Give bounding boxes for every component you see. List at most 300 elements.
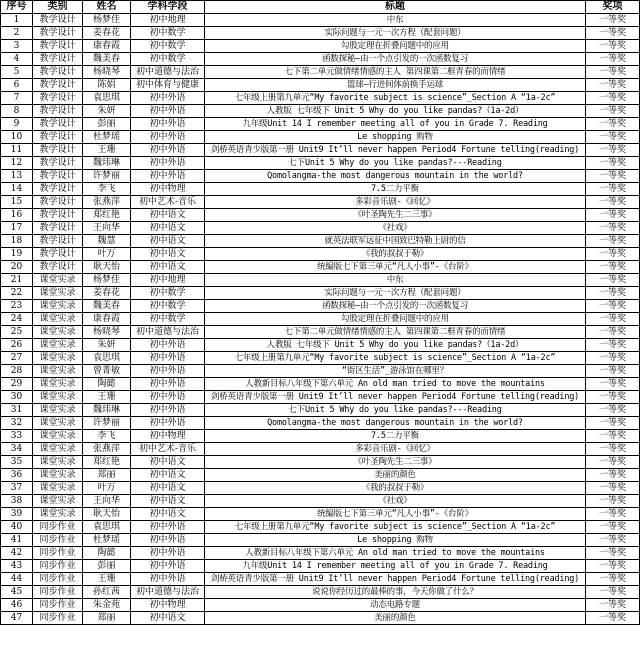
table-row	[1, 612, 640, 625]
cell-title: 七年级上册第九单元“My favorite subject is science”_Section A “1a-2c”	[205, 352, 586, 365]
cell-category: 课堂实录	[33, 339, 83, 352]
cell-title: 人教新目标八年级下第六单元 An old man tried to move the mountains	[205, 378, 586, 391]
cell-index: 2	[1, 27, 33, 40]
cell-subject: 初中数学	[131, 53, 205, 66]
table-row	[1, 105, 640, 118]
cell-index: 7	[1, 92, 33, 105]
cell-name: 袁思琪	[83, 521, 131, 534]
cell-category: 课堂实录	[33, 417, 83, 430]
cell-name: 魏玮琳	[83, 157, 131, 170]
cell-award: 一等奖	[586, 222, 640, 235]
cell-subject: 初中物理	[131, 599, 205, 612]
table-row	[1, 339, 640, 352]
cell-index: 23	[1, 300, 33, 313]
cell-name: 杨梦佳	[83, 14, 131, 27]
cell-name: 袁思琪	[83, 352, 131, 365]
cell-subject: 初中道德与法治	[131, 66, 205, 79]
cell-title: Le shopping 购物	[205, 534, 586, 547]
cell-category: 课堂实录	[33, 274, 83, 287]
cell-category: 教学设计	[33, 131, 83, 144]
cell-index: 12	[1, 157, 33, 170]
cell-subject: 初中外语	[131, 92, 205, 105]
cell-subject: 初中语文	[131, 495, 205, 508]
cell-subject: 初中外语	[131, 131, 205, 144]
cell-index: 31	[1, 404, 33, 417]
table-row	[1, 53, 640, 66]
cell-name: 袁思琪	[83, 92, 131, 105]
cell-title: 《叶圣陶先生二三事》	[205, 456, 586, 469]
cell-title: 7.5二力平衡	[205, 430, 586, 443]
cell-subject: 初中道德与法治	[131, 326, 205, 339]
cell-category: 课堂实录	[33, 482, 83, 495]
cell-category: 教学设计	[33, 170, 83, 183]
cell-name: 王珊	[83, 144, 131, 157]
cell-title: 人教版 七年级下 Unit 5 Why do you like pandas?（1a-2d）	[205, 339, 586, 352]
table-row	[1, 391, 640, 404]
cell-category: 课堂实录	[33, 378, 83, 391]
cell-title: 说说你经历过的最棒的事，今天你做了什么？	[205, 586, 586, 599]
cell-name: 陶懿	[83, 547, 131, 560]
cell-award: 一等奖	[586, 53, 640, 66]
cell-index: 36	[1, 469, 33, 482]
cell-name: 许梦丽	[83, 417, 131, 430]
cell-award: 一等奖	[586, 144, 640, 157]
cell-award: 一等奖	[586, 287, 640, 300]
cell-name: 郑丽	[83, 612, 131, 625]
cell-title: 九年级Unit 14 I remember meeting all of you in Grade 7. Reading	[205, 560, 586, 573]
table-row	[1, 417, 640, 430]
table-row	[1, 170, 640, 183]
cell-name: 王向华	[83, 222, 131, 235]
table-row	[1, 14, 640, 27]
cell-award: 一等奖	[586, 404, 640, 417]
cell-category: 教学设计	[33, 40, 83, 53]
cell-category: 教学设计	[33, 118, 83, 131]
cell-index: 37	[1, 482, 33, 495]
table-row	[1, 27, 640, 40]
cell-name: 姜春花	[83, 27, 131, 40]
header-category: 类别	[33, 1, 83, 14]
header-title: 标题	[205, 1, 586, 14]
cell-category: 课堂实录	[33, 508, 83, 521]
cell-category: 课堂实录	[33, 430, 83, 443]
cell-subject: 初中语文	[131, 482, 205, 495]
cell-category: 课堂实录	[33, 300, 83, 313]
cell-index: 6	[1, 79, 33, 92]
cell-index: 17	[1, 222, 33, 235]
cell-subject: 初中语文	[131, 222, 205, 235]
cell-category: 教学设计	[33, 105, 83, 118]
table-row	[1, 534, 640, 547]
cell-subject: 初中数学	[131, 300, 205, 313]
cell-title: 剑桥英语青少版第一册 Unit9 It’ll never happen Period4 Fortune telling(reading)	[205, 144, 586, 157]
cell-category: 同步作业	[33, 534, 83, 547]
cell-name: 朱妍	[83, 105, 131, 118]
cell-index: 34	[1, 443, 33, 456]
cell-category: 教学设计	[33, 235, 83, 248]
cell-title: 《我的叔叔于勒》	[205, 248, 586, 261]
cell-index: 8	[1, 105, 33, 118]
table-row	[1, 378, 640, 391]
cell-title: 7.5二力平衡	[205, 183, 586, 196]
cell-category: 教学设计	[33, 222, 83, 235]
cell-award: 一等奖	[586, 573, 640, 586]
cell-name: 叶万	[83, 248, 131, 261]
cell-award: 一等奖	[586, 300, 640, 313]
cell-subject: 初中外语	[131, 365, 205, 378]
table-body	[1, 14, 640, 625]
cell-award: 一等奖	[586, 27, 640, 40]
table-row	[1, 40, 640, 53]
cell-category: 课堂实录	[33, 469, 83, 482]
cell-award: 一等奖	[586, 495, 640, 508]
table-row	[1, 79, 640, 92]
cell-category: 课堂实录	[33, 495, 83, 508]
table-row	[1, 521, 640, 534]
cell-award: 一等奖	[586, 547, 640, 560]
cell-award: 一等奖	[586, 14, 640, 27]
cell-title: 七年级上册第九单元“My favorite subject is science”_Section A “1a-2c”	[205, 521, 586, 534]
cell-title: Qomolangma-the most dangerous mountain in the world?	[205, 170, 586, 183]
cell-category: 教学设计	[33, 196, 83, 209]
cell-subject: 初中外语	[131, 170, 205, 183]
cell-subject: 初中外语	[131, 144, 205, 157]
cell-award: 一等奖	[586, 508, 640, 521]
table-row	[1, 66, 640, 79]
cell-index: 32	[1, 417, 33, 430]
cell-subject: 初中艺术-音乐	[131, 196, 205, 209]
cell-category: 课堂实录	[33, 456, 83, 469]
cell-subject: 初中语文	[131, 248, 205, 261]
table-row	[1, 118, 640, 131]
cell-award: 一等奖	[586, 157, 640, 170]
table-row	[1, 547, 640, 560]
cell-name: 魏慧	[83, 235, 131, 248]
cell-title: 统编版七下第三单元“凡人小事”-《台阶》	[205, 508, 586, 521]
cell-category: 同步作业	[33, 573, 83, 586]
table-row	[1, 144, 640, 157]
cell-subject: 初中语文	[131, 235, 205, 248]
cell-name: 郑丽	[83, 469, 131, 482]
cell-award: 一等奖	[586, 599, 640, 612]
cell-award: 一等奖	[586, 339, 640, 352]
cell-category: 教学设计	[33, 157, 83, 170]
cell-index: 33	[1, 430, 33, 443]
cell-award: 一等奖	[586, 79, 640, 92]
table-row	[1, 235, 640, 248]
cell-title: 勾股定理在折叠问题中的应用	[205, 313, 586, 326]
cell-index: 39	[1, 508, 33, 521]
cell-award: 一等奖	[586, 209, 640, 222]
cell-index: 22	[1, 287, 33, 300]
table-row	[1, 430, 640, 443]
cell-name: 陈娟	[83, 79, 131, 92]
table-row	[1, 274, 640, 287]
cell-index: 30	[1, 391, 33, 404]
table-row	[1, 261, 640, 274]
cell-category: 课堂实录	[33, 443, 83, 456]
cell-name: 郑红艳	[83, 209, 131, 222]
cell-category: 教学设计	[33, 261, 83, 274]
cell-subject: 初中外语	[131, 352, 205, 365]
cell-subject: 初中道德与法治	[131, 586, 205, 599]
cell-index: 4	[1, 53, 33, 66]
cell-award: 一等奖	[586, 365, 640, 378]
cell-subject: 初中外语	[131, 404, 205, 417]
cell-title: 人教版 七年级下 Unit 5 Why do you like pandas?（1a-2d）	[205, 105, 586, 118]
cell-subject: 初中数学	[131, 27, 205, 40]
cell-index: 20	[1, 261, 33, 274]
cell-title: Le shopping 购物	[205, 131, 586, 144]
cell-subject: 初中外语	[131, 417, 205, 430]
cell-index: 42	[1, 547, 33, 560]
cell-index: 26	[1, 339, 33, 352]
table-row	[1, 300, 640, 313]
table-row	[1, 157, 640, 170]
cell-award: 一等奖	[586, 612, 640, 625]
cell-award: 一等奖	[586, 417, 640, 430]
cell-subject: 初中外语	[131, 339, 205, 352]
cell-award: 一等奖	[586, 430, 640, 443]
cell-index: 21	[1, 274, 33, 287]
cell-index: 43	[1, 560, 33, 573]
cell-award: 一等奖	[586, 391, 640, 404]
cell-award: 一等奖	[586, 534, 640, 547]
table-row	[1, 599, 640, 612]
table-row	[1, 92, 640, 105]
cell-name: 康春霞	[83, 40, 131, 53]
cell-category: 教学设计	[33, 209, 83, 222]
header-subject: 学科学段	[131, 1, 205, 14]
cell-name: 朱金苑	[83, 599, 131, 612]
cell-name: 朱妍	[83, 339, 131, 352]
cell-category: 教学设计	[33, 53, 83, 66]
cell-name: 曾菁敏	[83, 365, 131, 378]
cell-category: 同步作业	[33, 612, 83, 625]
cell-subject: 初中体育与健康	[131, 79, 205, 92]
cell-title: “街区生活”_游泳馆在哪里？	[205, 365, 586, 378]
cell-title: 美丽的颜色	[205, 469, 586, 482]
cell-name: 姜春花	[83, 287, 131, 300]
cell-subject: 初中语文	[131, 612, 205, 625]
cell-subject: 初中语文	[131, 261, 205, 274]
cell-title: 《社戏》	[205, 222, 586, 235]
cell-award: 一等奖	[586, 66, 640, 79]
cell-name: 康春霞	[83, 313, 131, 326]
cell-subject: 初中物理	[131, 183, 205, 196]
header-name: 姓名	[83, 1, 131, 14]
cell-subject: 初中艺术-音乐	[131, 443, 205, 456]
cell-name: 魏美春	[83, 53, 131, 66]
cell-award: 一等奖	[586, 482, 640, 495]
cell-award: 一等奖	[586, 170, 640, 183]
table-row	[1, 508, 640, 521]
cell-award: 一等奖	[586, 326, 640, 339]
table-row	[1, 573, 640, 586]
cell-name: 杨梦佳	[83, 274, 131, 287]
table-row	[1, 404, 640, 417]
cell-award: 一等奖	[586, 586, 640, 599]
cell-title: 篮球—行进间体前换手运球	[205, 79, 586, 92]
cell-subject: 初中语文	[131, 508, 205, 521]
table-row	[1, 209, 640, 222]
table-row	[1, 287, 640, 300]
cell-title: 美丽的颜色	[205, 612, 586, 625]
cell-subject: 初中外语	[131, 521, 205, 534]
cell-title: 实际问题与一元一次方程（配套问题）	[205, 27, 586, 40]
cell-award: 一等奖	[586, 248, 640, 261]
cell-name: 叶万	[83, 482, 131, 495]
cell-category: 课堂实录	[33, 287, 83, 300]
cell-name: 陶懿	[83, 378, 131, 391]
table-row	[1, 482, 640, 495]
table-row	[1, 469, 640, 482]
cell-subject: 初中语文	[131, 209, 205, 222]
cell-award: 一等奖	[586, 235, 640, 248]
cell-index: 11	[1, 144, 33, 157]
cell-name: 郑红艳	[83, 456, 131, 469]
cell-index: 29	[1, 378, 33, 391]
cell-category: 教学设计	[33, 183, 83, 196]
cell-title: 中东	[205, 14, 586, 27]
cell-index: 24	[1, 313, 33, 326]
cell-award: 一等奖	[586, 313, 640, 326]
cell-title: 七年级上册第九单元“My favorite subject is science”_Section A “1a-2c”	[205, 92, 586, 105]
cell-subject: 初中数学	[131, 40, 205, 53]
header-index: 序号	[1, 1, 33, 14]
cell-title: 多彩音乐剧-《回忆》	[205, 443, 586, 456]
cell-index: 46	[1, 599, 33, 612]
cell-name: 杜梦瑶	[83, 131, 131, 144]
cell-title: 《叶圣陶先生二三事》	[205, 209, 586, 222]
table-row	[1, 222, 640, 235]
cell-index: 41	[1, 534, 33, 547]
table-row	[1, 456, 640, 469]
cell-category: 课堂实录	[33, 352, 83, 365]
cell-award: 一等奖	[586, 521, 640, 534]
table-row	[1, 196, 640, 209]
cell-index: 5	[1, 66, 33, 79]
cell-title: 动态电路专题	[205, 599, 586, 612]
cell-title: 统编版七下第三单元“凡人小事”-《台阶》	[205, 261, 586, 274]
cell-name: 李飞	[83, 430, 131, 443]
cell-name: 耿天怡	[83, 508, 131, 521]
cell-category: 教学设计	[33, 79, 83, 92]
cell-title: 剑桥英语青少版第一册 Unit9 It’ll never happen Period4 Fortune telling(reading)	[205, 391, 586, 404]
cell-award: 一等奖	[586, 92, 640, 105]
cell-category: 课堂实录	[33, 391, 83, 404]
cell-name: 魏美春	[83, 300, 131, 313]
cell-title: 实际问题与一元一次方程（配套问题）	[205, 287, 586, 300]
cell-category: 教学设计	[33, 144, 83, 157]
cell-name: 彭丽	[83, 560, 131, 573]
cell-index: 18	[1, 235, 33, 248]
cell-category: 同步作业	[33, 560, 83, 573]
header-row	[1, 1, 640, 14]
cell-category: 教学设计	[33, 27, 83, 40]
cell-title: 七下第二单元做情绪情感的主人 第四课第二框青春的而情绪	[205, 66, 586, 79]
cell-name: 杜梦瑶	[83, 534, 131, 547]
cell-subject: 初中数学	[131, 313, 205, 326]
cell-subject: 初中数学	[131, 287, 205, 300]
cell-index: 3	[1, 40, 33, 53]
cell-index: 47	[1, 612, 33, 625]
table-row	[1, 352, 640, 365]
cell-title: 人教新目标八年级下第六单元 An old man tried to move the mountains	[205, 547, 586, 560]
cell-index: 28	[1, 365, 33, 378]
cell-category: 课堂实录	[33, 404, 83, 417]
cell-subject: 初中物理	[131, 430, 205, 443]
cell-name: 张燕萍	[83, 196, 131, 209]
cell-index: 25	[1, 326, 33, 339]
cell-subject: 初中外语	[131, 534, 205, 547]
cell-index: 40	[1, 521, 33, 534]
table-row	[1, 183, 640, 196]
cell-title: 就英法联军远征中国致巴特勒上尉的信	[205, 235, 586, 248]
cell-subject: 初中语文	[131, 456, 205, 469]
cell-category: 同步作业	[33, 599, 83, 612]
cell-award: 一等奖	[586, 378, 640, 391]
cell-award: 一等奖	[586, 183, 640, 196]
cell-name: 李飞	[83, 183, 131, 196]
cell-category: 课堂实录	[33, 326, 83, 339]
cell-index: 27	[1, 352, 33, 365]
cell-category: 同步作业	[33, 547, 83, 560]
cell-award: 一等奖	[586, 560, 640, 573]
cell-name: 孙红茜	[83, 586, 131, 599]
cell-subject: 初中外语	[131, 560, 205, 573]
cell-name: 王向华	[83, 495, 131, 508]
cell-title: Qomolangma-the most dangerous mountain in the world?	[205, 417, 586, 430]
cell-index: 9	[1, 118, 33, 131]
cell-title: 勾股定理在折叠问题中的应用	[205, 40, 586, 53]
cell-award: 一等奖	[586, 131, 640, 144]
cell-subject: 初中语文	[131, 469, 205, 482]
cell-name: 张燕萍	[83, 443, 131, 456]
cell-name: 杨晓琴	[83, 326, 131, 339]
cell-category: 教学设计	[33, 92, 83, 105]
table-row	[1, 560, 640, 573]
cell-title: 剑桥英语青少版第一册 Unit9 It’ll never happen Period4 Fortune telling(reading)	[205, 573, 586, 586]
cell-index: 44	[1, 573, 33, 586]
table-row	[1, 131, 640, 144]
cell-index: 1	[1, 14, 33, 27]
cell-award: 一等奖	[586, 443, 640, 456]
cell-index: 19	[1, 248, 33, 261]
cell-name: 杨晓琴	[83, 66, 131, 79]
cell-title: 函数探秘—由一个点引发的一次函数复习	[205, 300, 586, 313]
cell-name: 耿天怡	[83, 261, 131, 274]
cell-category: 课堂实录	[33, 365, 83, 378]
cell-title: 九年级Unit 14 I remember meeting all of you in Grade 7. Reading	[205, 118, 586, 131]
cell-index: 38	[1, 495, 33, 508]
cell-category: 课堂实录	[33, 313, 83, 326]
table-row	[1, 248, 640, 261]
cell-category: 同步作业	[33, 586, 83, 599]
cell-award: 一等奖	[586, 274, 640, 287]
cell-name: 许梦丽	[83, 170, 131, 183]
cell-subject: 初中外语	[131, 157, 205, 170]
cell-index: 45	[1, 586, 33, 599]
cell-title: 《社戏》	[205, 495, 586, 508]
cell-subject: 初中外语	[131, 118, 205, 131]
cell-subject: 初中外语	[131, 378, 205, 391]
cell-category: 同步作业	[33, 521, 83, 534]
cell-award: 一等奖	[586, 469, 640, 482]
cell-title: 函数探秘—由一个点引发的一次函数复习	[205, 53, 586, 66]
cell-category: 教学设计	[33, 14, 83, 27]
cell-title: 《我的叔叔于勒》	[205, 482, 586, 495]
